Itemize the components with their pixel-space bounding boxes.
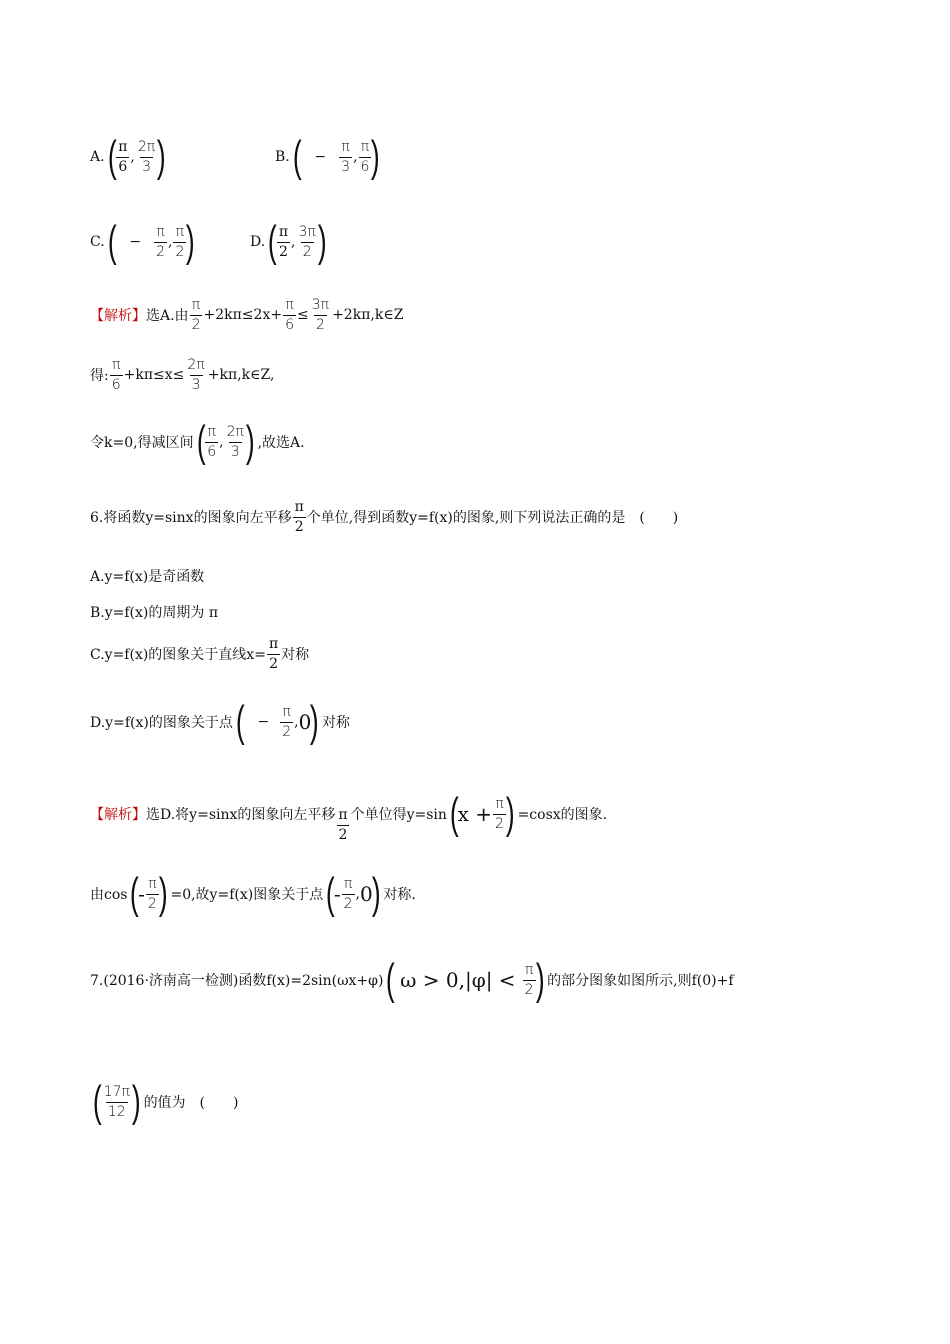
solution-tag: 【解析】 xyxy=(90,308,146,325)
q6-solution-line1: 【解析】 选D.将y=sinx的图象向左平移 π 2 个单位得y=sin ( x + $\frac{\pi}{2}$ ) =cosx的图象. xyxy=(90,789,608,843)
q6-solution-line2: 由cos ( - π 2 ) =0,故y=f(x)图象关于点 ( - π 2 , 0 ) 对称. xyxy=(90,869,416,918)
fraction: π 6 xyxy=(118,138,128,175)
fraction: $\frac{\pi}{6}$ xyxy=(285,297,294,333)
fraction: π 2 xyxy=(175,223,185,260)
fraction: π 2 xyxy=(338,807,348,843)
q7-stem: 7.(2016·济南高一检测)函数f(x)=2sin(ωx+φ) ( ω > 0,|φ| < π 2 ) 的部分图象如图所示,则f(0)+f xyxy=(90,955,734,1004)
solution-tag: 【解析】 xyxy=(90,807,146,824)
fraction: π 2 xyxy=(278,223,289,260)
fraction: π 3 xyxy=(341,138,351,175)
fraction: $\frac{2\pi}{3}$ xyxy=(187,357,205,393)
fraction: π 2 xyxy=(524,961,534,998)
fraction: $\frac{\pi}{2}$ xyxy=(268,636,279,672)
fraction: 2π 3 xyxy=(137,138,156,175)
fraction: π 2 xyxy=(282,703,292,740)
fraction: π 6 xyxy=(111,357,121,393)
option-a: A. ( π 6 , 2π 3 ) xyxy=(90,132,166,181)
q6-stem: 6.将函数y=sinx的图象向左平移 π 2 个单位,得到函数y=f(x)的图象,则下列说法正确的是 ( ) xyxy=(90,499,679,535)
q5-solution-line2: 得: π 6 +kπ≤x≤ $\frac{2\pi}{3}$ +kπ,k∈Z, xyxy=(90,357,275,393)
q6-option-c: C.y=f(x)的图象关于直线x= $\frac{\pi}{2}$ 对称 xyxy=(90,636,310,672)
fraction: π 6 xyxy=(360,138,370,175)
fraction: π 2 xyxy=(343,875,353,912)
fraction: 3π 2 xyxy=(298,223,316,260)
q6-option-b: B.y=f(x)的周期为 π xyxy=(90,605,219,621)
q6-option-a: A.y=f(x)是奇函数 xyxy=(90,569,205,585)
fraction: π 6 xyxy=(207,423,217,460)
fraction: π 2 xyxy=(147,875,157,912)
fraction: $\frac{\pi}{2}$ xyxy=(494,796,504,832)
option-d: D. ( π 2 , 3π 2 ) xyxy=(250,217,327,266)
fraction: 2π 3 xyxy=(226,423,244,460)
q5-solution-line1: 【解析】 选A.由 π 2 +2kπ≤2x+ $\frac{\pi}{6}$ ≤ $\frac{3\pi}{2}$ +2kπ,k∈Z xyxy=(90,297,404,333)
fraction: π 2 xyxy=(191,297,201,333)
option-c: C. ( − π 2 , π 2 ) xyxy=(90,217,196,266)
q6-option-d: D.y=f(x)的图象关于点 ( − π 2 , 0 ) 对称 xyxy=(90,697,350,746)
q5-solution-line3: 令k=0,得减区间 ( π 6 , 2π 3 ) ,故选A. xyxy=(90,417,305,466)
fraction: $\frac{3\pi}{2}$ xyxy=(311,297,330,333)
paren-right: ) xyxy=(157,132,166,181)
option-b: B. ( − π 3 , π 6 ) xyxy=(275,132,381,181)
fraction: 17π 12 xyxy=(103,1083,130,1120)
paren-left: ( xyxy=(107,132,117,181)
fraction: π 2 xyxy=(294,499,304,535)
q7-stem-cont: ( 17π 12 ) 的值为 ( ) xyxy=(92,1077,239,1126)
fraction: π 2 xyxy=(156,223,165,260)
